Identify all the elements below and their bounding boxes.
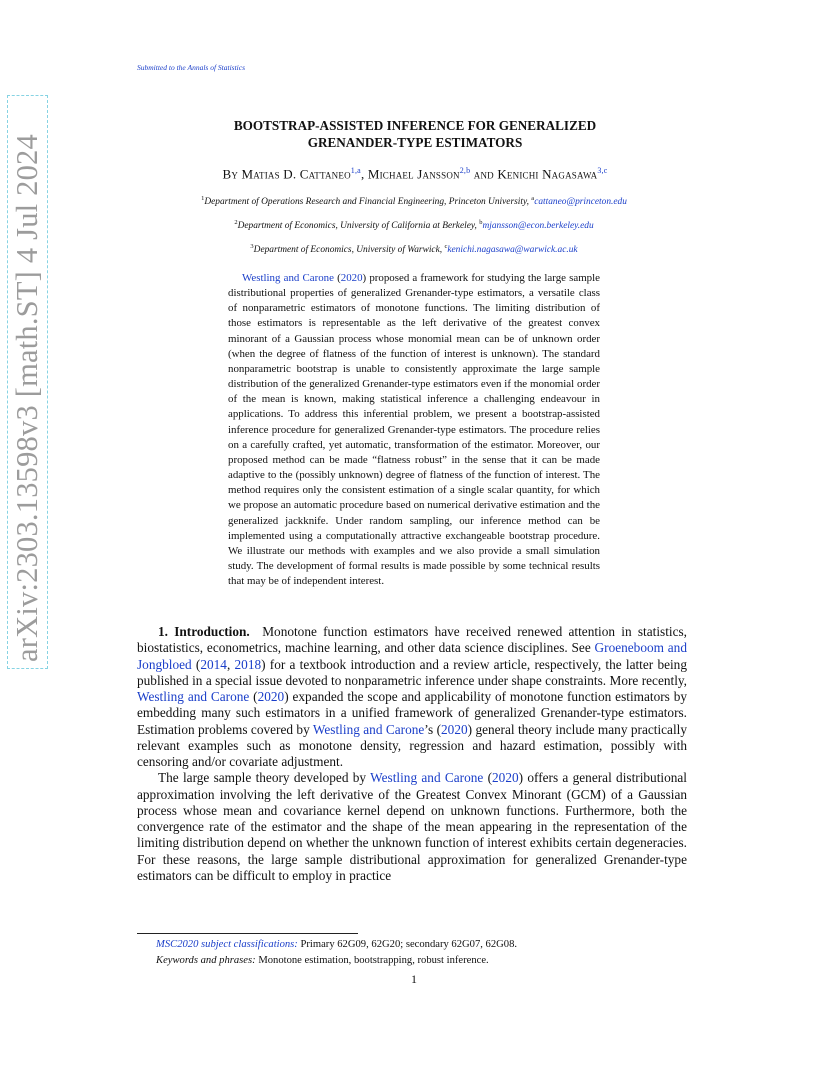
affiliation-2 [100, 219, 728, 231]
author-cattaneo: Matias D. Cattaneo [241, 166, 351, 182]
paper-title-line-1: BOOTSTRAP-ASSISTED INFERENCE FOR GENERALIZED [233, 118, 597, 133]
affiliation-2-mark: b [479, 219, 483, 226]
affiliation-1 [100, 195, 728, 207]
and-label: and [473, 166, 494, 182]
cite-year[interactable]: 2020 [441, 721, 468, 737]
intro-text: for a textbook introduction and a review article, respectively, the latter being published in a special issue devoted to nonparametric inference under shape constraints. More recently, [137, 656, 687, 688]
author-2-mark[interactable]: 2,b [459, 166, 471, 175]
msc-footnote [156, 937, 517, 952]
cite-year[interactable]: 2020 [257, 689, 285, 704]
affiliation-1-number: 1 [201, 195, 205, 202]
author-separator: , [360, 166, 365, 182]
author-line [100, 166, 730, 182]
introduction-section [137, 624, 687, 884]
possessive: ’s [424, 721, 434, 737]
paper-title-line-2: GRENANDER-TYPE ESTIMATORS [307, 135, 523, 150]
cite-westling-carone[interactable]: Westling and Carone [137, 689, 250, 704]
affiliation-3-mark: c [444, 243, 448, 250]
intro-text: expanded the scope and applicability of monotone function estimators by embedding many such estimators in a unified framework of generalized Grenander-type estimators. Estimation problems covered by [137, 689, 687, 737]
intro-text: general theory include many practically relevant examples such as monotone density, regression and hazard estimation, possibly with censoring and/or covariate adjustment. [137, 721, 687, 769]
page-number: 1 [411, 972, 417, 986]
intro-text: offers a general distributional approximation involving the left derivative of the Greatest Convex Minorant (GCM) of a Gaussian process whose mean and covariance kernel depend on unknown functions. Furthermore, both the convergence rate of the estimator and the shape of the mean appearing in the representation of the limiting distribution depend on whether the unknown function of interest exhibits certain degeneracies. For these reasons, the large sample distributional approximation for generalized Grenander-type estimators can be difficult to employ in practice [137, 770, 687, 883]
author-1-mark[interactable]: 1,a [350, 166, 361, 175]
keywords-label: Keywords and phrases: [156, 955, 256, 966]
intro-paragraph-2: The large sample theory developed by Westling and Carone (2020) offers a general distributional approximation involving the left derivative of the Greatest Convex Minorant (GCM) of a Gaussian process whose mean and covariance kernel depend on unknown functions. Furthermore, both the convergence rate of the estimator and the shape of the mean appearing in the representation of the limiting distribution depend on whether the unknown function of interest exhibits certain degeneracies. For these reasons, the large sample distributional approximation for generalized Grenander-type estimators can be difficult to employ in practice [137, 770, 687, 883]
affiliation-3-number: 3 [250, 243, 254, 250]
author-jansson: Michael Jansson [367, 166, 460, 182]
intro-paragraph-1: 1. Introduction. Monotone function estimators have received renewed attention in statistics, biostatistics, econometrics, machine learning, and other data science disciplines. See Groeneboom and Jongbloed (2014, 2018) for a textbook introduction and a review article, respectively, the latter being published in a special issue devoted to nonparametric inference under shape constraints. More recently, Westling and Carone (2020) expanded the scope and applicability of monotone function estimators by embedding many such estimators in a unified framework of generalized Grenander-type estimators. Estimation problems covered by Westling and Carone’s (2020) general theory include many practically relevant examples such as monotone density, regression and hazard estimation, possibly with censoring and/or covariate adjustment. [137, 624, 687, 769]
keywords-footnote [156, 953, 489, 968]
affiliation-1-text: Department of Operations Research and Financial Engineering, Princeton University, [204, 197, 529, 208]
cite-year[interactable]: 2020 [340, 272, 363, 284]
abstract-text: proposed a framework for studying the large sample distributional properties of generalized Grenander-type estimators, a versatile class of nonparametric estimators of monotone functions. The limiting distribution of those estimators is representable as the left derivative of the greatest convex minorant of a Gaussian process whose monomial mean can be of unknown order (when the degree of flatness of the function of interest is unknown). The standard nonparametric bootstrap is unable to consistently approximate the large sample distribution of the generalized Grenander-type estimators even if the monomial order of the mean is known, making statistical inference a challenging endeavour in applications. To address this inferential problem, we present a bootstrap-assisted inference procedure for generalized Grenander-type estimators. The procedure relies on a carefully crafted, yet automatic, transformation of the estimator. Moreover, our proposed method can be made “flatness robust” in the sense that it can be made adaptive to the (possibly unknown) degree of flatness of the function of interest. The method requires only the consistent estimation of a single scalar quantity, for which we propose an automatic procedure based on numerical derivative estimation and the generalized jackknife. Under random sampling, our inference method can be implemented using a computationally attractive exchangeable bootstrap procedure. We illustrate our methods with examples and we also provide a small simulation study. The development of formal results is made possible by some technical results that may be of independent interest. [228, 272, 600, 588]
cite-westling-carone[interactable]: Westling and Carone [312, 721, 425, 737]
section-heading: 1. Introduction. [158, 624, 250, 639]
cite-westling-carone[interactable]: Westling and Carone [242, 272, 334, 284]
email-link-nagasawa[interactable]: kenichi.nagasawa@warwick.ac.uk [447, 245, 578, 256]
author-3-mark[interactable]: 3,c [597, 166, 608, 175]
affiliation-3 [100, 243, 728, 255]
author-nagasawa: Kenichi Nagasawa [497, 166, 598, 182]
intro-text: The large sample theory developed by [158, 770, 367, 786]
keywords-text: Monotone estimation, bootstrapping, robust inference. [258, 955, 489, 966]
cite-westling-carone[interactable]: Westling and Carone [370, 770, 484, 786]
msc-link[interactable]: MSC2020 subject classifications: [156, 939, 298, 950]
email-link-cattaneo[interactable]: cattaneo@princeton.edu [534, 197, 627, 208]
affiliation-1-mark: a [531, 195, 535, 202]
arxiv-stamp[interactable]: arXiv:2303.13598v3 [math.ST] 4 Jul 2024 [10, 98, 45, 666]
cite-year[interactable]: 2014 [200, 656, 227, 672]
email-link-jansson[interactable]: mjansson@econ.berkeley.edu [482, 221, 594, 232]
affiliation-2-text: Department of Economics, University of California at Berkeley, [237, 221, 477, 232]
journal-header: Submitted to the Annals of Statistics [137, 63, 245, 72]
msc-text: Primary 62G09, 62G20; secondary 62G07, 62G08. [300, 939, 518, 950]
by-label: By [222, 166, 239, 182]
cite-groeneboom-jongbloed[interactable]: Groeneboom and Jongbloed [137, 640, 687, 672]
intro-text: Monotone function estimators have received renewed attention in statistics, biostatistics, econometrics, machine learning, and other data science disciplines. See [137, 624, 687, 656]
affiliation-2-number: 2 [234, 219, 238, 226]
abstract: Westling and Carone (2020) proposed a framework for studying the large sample distributional properties of generalized Grenander-type estimators, a versatile class of nonparametric estimators of monotone functions. The limiting distribution of those estimators is representable as the left derivative of the greatest convex minorant of a Gaussian process whose monomial mean can be of unknown order (when the degree of flatness of the function of interest is unknown). The standard nonparametric bootstrap is unable to consistently approximate the large sample distribution of the generalized Grenander-type estimators even if the monomial order of the mean is known, making statistical inference a challenging endeavour in applications. To address this inferential problem, we present a bootstrap-assisted inference procedure for generalized Grenander-type estimators. The procedure relies on a carefully crafted, yet automatic, transformation of the estimator. Moreover, our proposed method can be made “flatness robust” in the sense that it can be made adaptive to the (possibly unknown) degree of flatness of the function of interest. The method requires only the consistent estimation of a single scalar quantity, for which we propose an automatic procedure based on numerical derivative estimation and the generalized jackknife. Under random sampling, our inference method can be implemented using a computationally attractive exchangeable bootstrap procedure. We illustrate our methods with examples and we also provide a small simulation study. The development of formal results is made possible by some technical results that may be of independent interest. [228, 272, 600, 588]
footnote-rule [137, 933, 358, 934]
cite-year[interactable]: 2018 [234, 656, 262, 672]
cite-year[interactable]: 2020 [492, 770, 519, 786]
affiliation-3-text: Department of Economics, University of Warwick, [253, 245, 443, 256]
